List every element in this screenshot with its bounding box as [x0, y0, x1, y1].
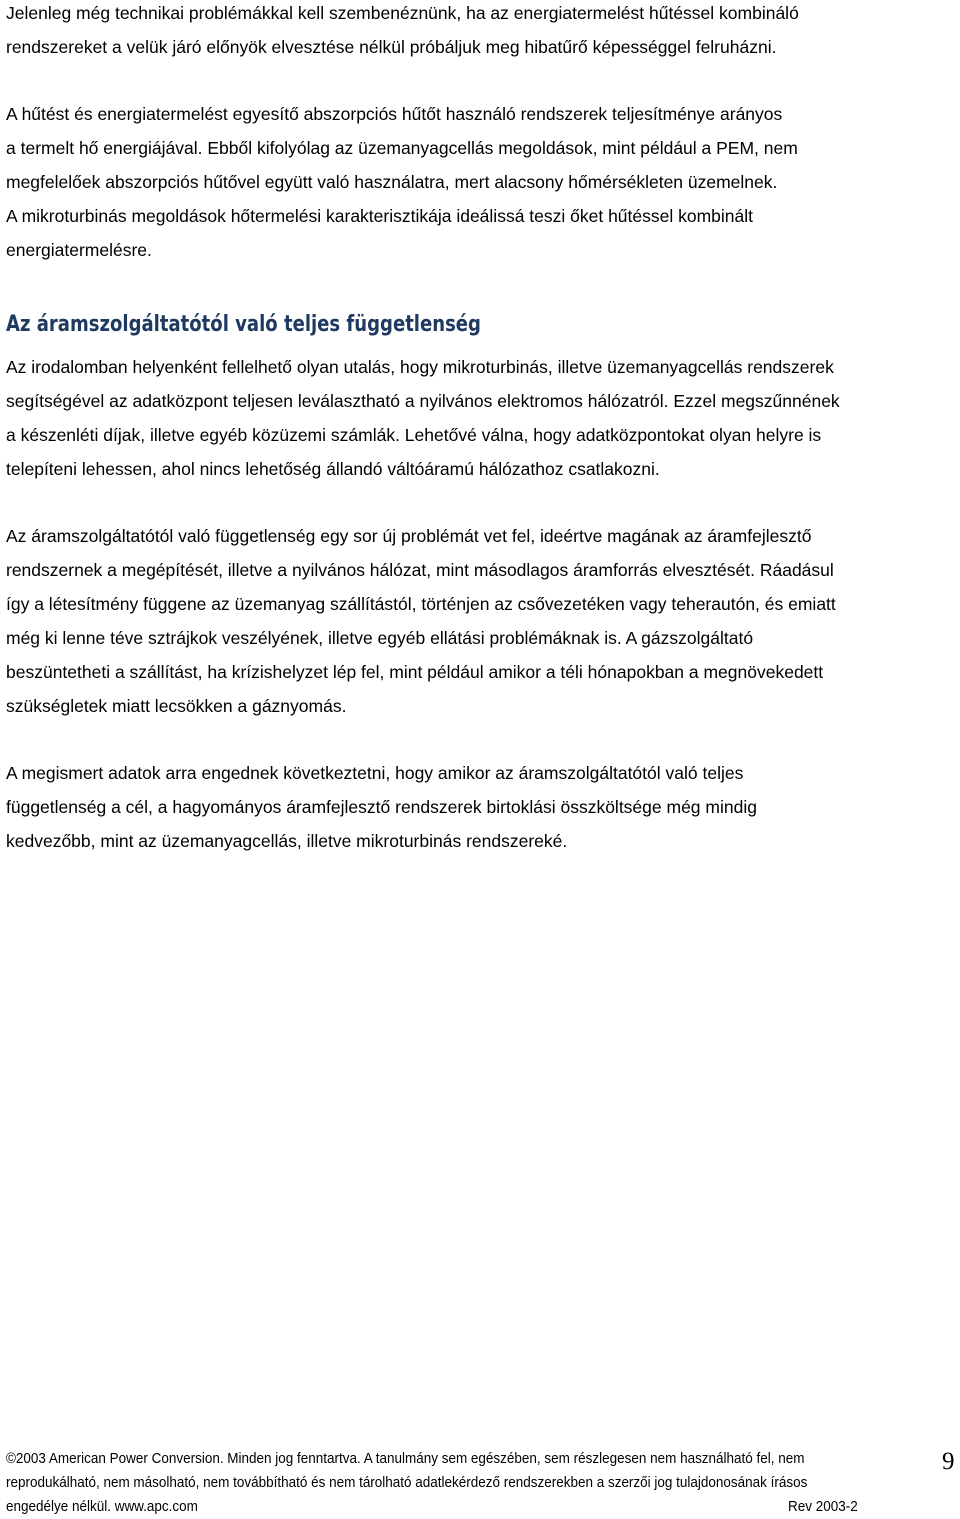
text-line: beszüntetheti a szállítást, ha krízishelyzet lép fel, mint például amikor a téli hónapokban a megnövekedett	[6, 662, 824, 682]
paragraph-gap	[6, 64, 956, 97]
paragraph-gap	[6, 723, 956, 756]
intro-paragraph-1	[6, 0, 956, 64]
text-line: függetlenség a cél, a hagyományos áramfejlesztő rendszerek birtoklási összköltsége még mindig	[6, 797, 757, 817]
text-line: energiatermelésre.	[6, 240, 152, 260]
footer-copyright-line-2: reprodukálható, nem másolható, nem továbbítható és nem tárolható adatlekérdező rendszerekben a szerzői jog tulajdonosának írásos	[6, 1475, 808, 1491]
text-line: a termelt hő energiájával. Ebből kifolyólag az üzemanyagcellás megoldások, mint például a PEM, nem	[6, 138, 798, 158]
text-line: A hűtést és energiatermelést egyesítő abszorpciós hűtőt használó rendszerek teljesítménye arányos	[6, 104, 783, 124]
text-line: kedvezőbb, mint az üzemanyagcellás, illetve mikroturbinás rendszereké.	[6, 831, 568, 851]
footer-copyright-line-1: ©2003 American Power Conversion. Minden jog fenntartva. A tanulmány sem egészében, sem részlegesen nem használható fel, nem	[6, 1451, 805, 1467]
section-paragraph-1	[6, 350, 956, 486]
paragraph-gap	[6, 486, 956, 519]
section-heading: Az áramszolgáltatótól való teljes függetlenség	[6, 312, 481, 337]
text-line: Az irodalomban helyenként fellelhető olyan utalás, hogy mikroturbinás, illetve üzemanyagcellás rendszerek	[6, 357, 834, 377]
text-line: így a létesítmény függene az üzemanyag szállítástól, történjen az csővezetéken vagy teherautón, és emiatt	[6, 594, 836, 614]
section-paragraph-3	[6, 756, 956, 858]
section-paragraph-2	[6, 519, 956, 723]
text-line: segítségével az adatközpont teljesen leválasztható a nyilvános elektromos hálózatról. Ezzel megszűnnének	[6, 391, 840, 411]
text-line: A megismert adatok arra engednek következtetni, hogy amikor az áramszolgáltatótól való teljes	[6, 763, 744, 783]
text-line: rendszernek a megépítését, illetve a nyilvános hálózat, mint másodlagos áramforrás elvesztését. Ráadásul	[6, 560, 834, 580]
text-line: telepíteni lehessen, ahol nincs lehetőség állandó váltóáramú hálózathoz csatlakozni.	[6, 459, 660, 479]
intro-block	[6, 0, 956, 267]
text-line: még ki lenne téve sztrájkok veszélyének, illetve egyéb ellátási problémáknak is. A gázszolgáltató	[6, 628, 754, 648]
footer-copyright-line-3: engedélye nélkül. www.apc.com	[6, 1499, 198, 1515]
text-line: szükségletek miatt lecsökken a gáznyomás.	[6, 696, 347, 716]
text-line: Jelenleg még technikai problémákkal kell szembenéznünk, ha az energiatermelést hűtéssel kombináló	[6, 3, 799, 23]
text-line: Az áramszolgáltatótól való függetlenség egy sor új problémát vet fel, ideértve magának az áramfejlesztő	[6, 526, 812, 546]
text-line: a készenléti díjak, illetve egyéb közüzemi számlák. Lehetővé válna, hogy adatközpontokat olyan helyre is	[6, 425, 822, 445]
page-footer	[6, 1447, 906, 1519]
intro-paragraph-2	[6, 97, 956, 267]
section-body	[6, 350, 956, 858]
footer-revision: Rev 2003-2	[788, 1499, 858, 1515]
page-number: 9	[942, 1448, 955, 1475]
text-line: rendszereket a velük járó előnyök elvesztése nélkül próbáljuk meg hibatűrő képességgel felruházni.	[6, 37, 777, 57]
text-line: megfelelőek abszorpciós hűtővel együtt való használatra, mert alacsony hőmérsékleten üzemelnek.	[6, 172, 778, 192]
text-line: A mikroturbinás megoldások hőtermelési karakterisztikája ideálissá teszi őket hűtéssel kombinált	[6, 206, 754, 226]
